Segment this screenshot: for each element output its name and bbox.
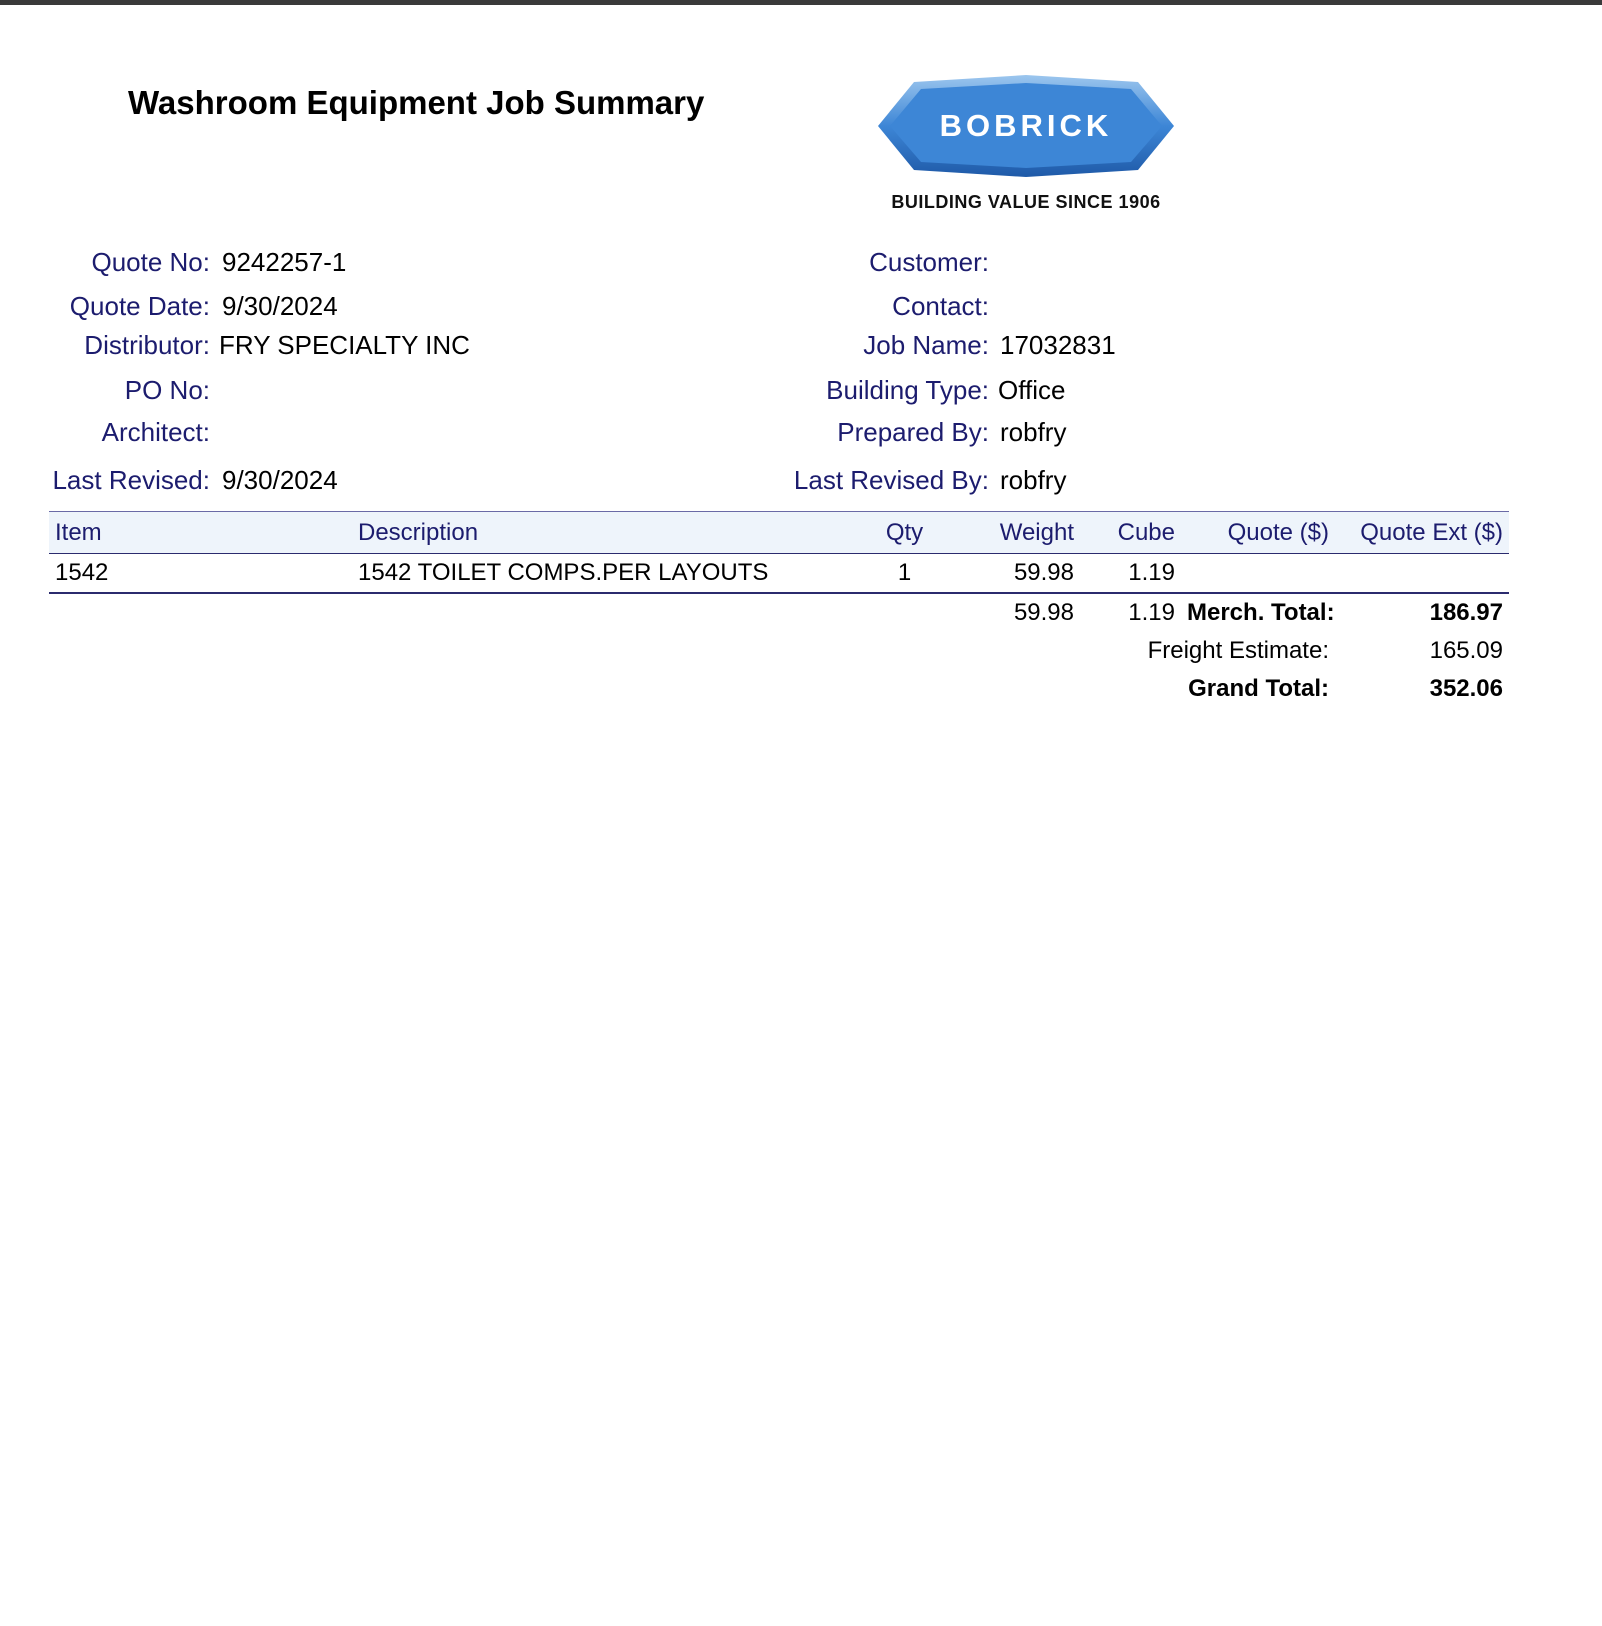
merch-total-value: 186.97 — [1429, 598, 1503, 626]
customer-label: Customer: — [869, 247, 989, 277]
grand-total-value: 352.06 — [1429, 674, 1503, 702]
cell-qty: 1 — [897, 558, 912, 586]
bobrick-logo — [876, 72, 1194, 222]
quote-date-value: 9/30/2024 — [222, 291, 338, 321]
merch-total-row — [49, 593, 1509, 632]
last-revised-label: Last Revised: — [52, 465, 210, 495]
cell-quote-ext — [1335, 554, 1509, 593]
job-name-value: 17032831 — [1000, 330, 1116, 360]
column-header-quote: Quote ($) — [1227, 518, 1329, 546]
cell-weight: 59.98 — [1013, 558, 1074, 586]
po-no-label: PO No: — [124, 375, 210, 405]
job-name-label: Job Name: — [863, 330, 989, 360]
column-header-quote-ext: Quote Ext ($) — [1360, 518, 1503, 546]
column-header-cube: Cube — [1117, 518, 1175, 546]
cell-quote — [1181, 554, 1335, 593]
cube-total: 1.19 — [1128, 598, 1175, 626]
logo-tagline: BUILDING VALUE SINCE 1906 — [891, 192, 1161, 212]
freight-estimate-label: Freight Estimate: — [1147, 636, 1329, 664]
freight-estimate-row — [49, 632, 1509, 670]
column-header-weight: Weight — [999, 518, 1074, 546]
cell-cube: 1.19 — [1128, 558, 1175, 586]
cell-item: 1542 — [55, 558, 109, 586]
line-items-table — [49, 511, 1509, 708]
cell-description: 1542 TOILET COMPS.PER LAYOUTS — [358, 558, 769, 586]
weight-total: 59.98 — [1013, 598, 1074, 626]
last-revised-by-value: robfry — [1000, 465, 1067, 495]
table-row — [49, 554, 1509, 593]
column-header-item: Item — [55, 518, 102, 546]
quote-no-label: Quote No: — [91, 247, 210, 277]
last-revised-value: 9/30/2024 — [222, 465, 338, 495]
last-revised-by-label: Last Revised By: — [793, 465, 989, 495]
prepared-by-value: robfry — [1000, 417, 1067, 447]
distributor-label: Distributor: — [84, 330, 210, 360]
contact-label: Contact: — [892, 291, 989, 321]
merch-total-label: Merch. Total: — [1187, 598, 1335, 626]
quote-date-label: Quote Date: — [69, 291, 210, 321]
grand-total-row — [49, 670, 1509, 708]
prepared-by-label: Prepared By: — [837, 417, 989, 447]
building-type-label: Building Type: — [826, 375, 989, 405]
building-type-value: Office — [998, 375, 1066, 405]
page-title: Washroom Equipment Job Summary — [128, 84, 705, 121]
column-header-qty: Qty — [885, 518, 924, 546]
logo-brand-text: BOBRICK — [939, 108, 1113, 143]
architect-label: Architect: — [101, 417, 210, 447]
grand-total-label: Grand Total: — [1188, 674, 1329, 702]
table-header-row — [49, 512, 1509, 554]
freight-estimate-value: 165.09 — [1429, 636, 1503, 664]
column-header-description: Description — [358, 518, 479, 546]
quote-no-value: 9242257-1 — [222, 247, 347, 277]
top-border — [0, 0, 1602, 5]
distributor-value: FRY SPECIALTY INC — [219, 330, 470, 360]
